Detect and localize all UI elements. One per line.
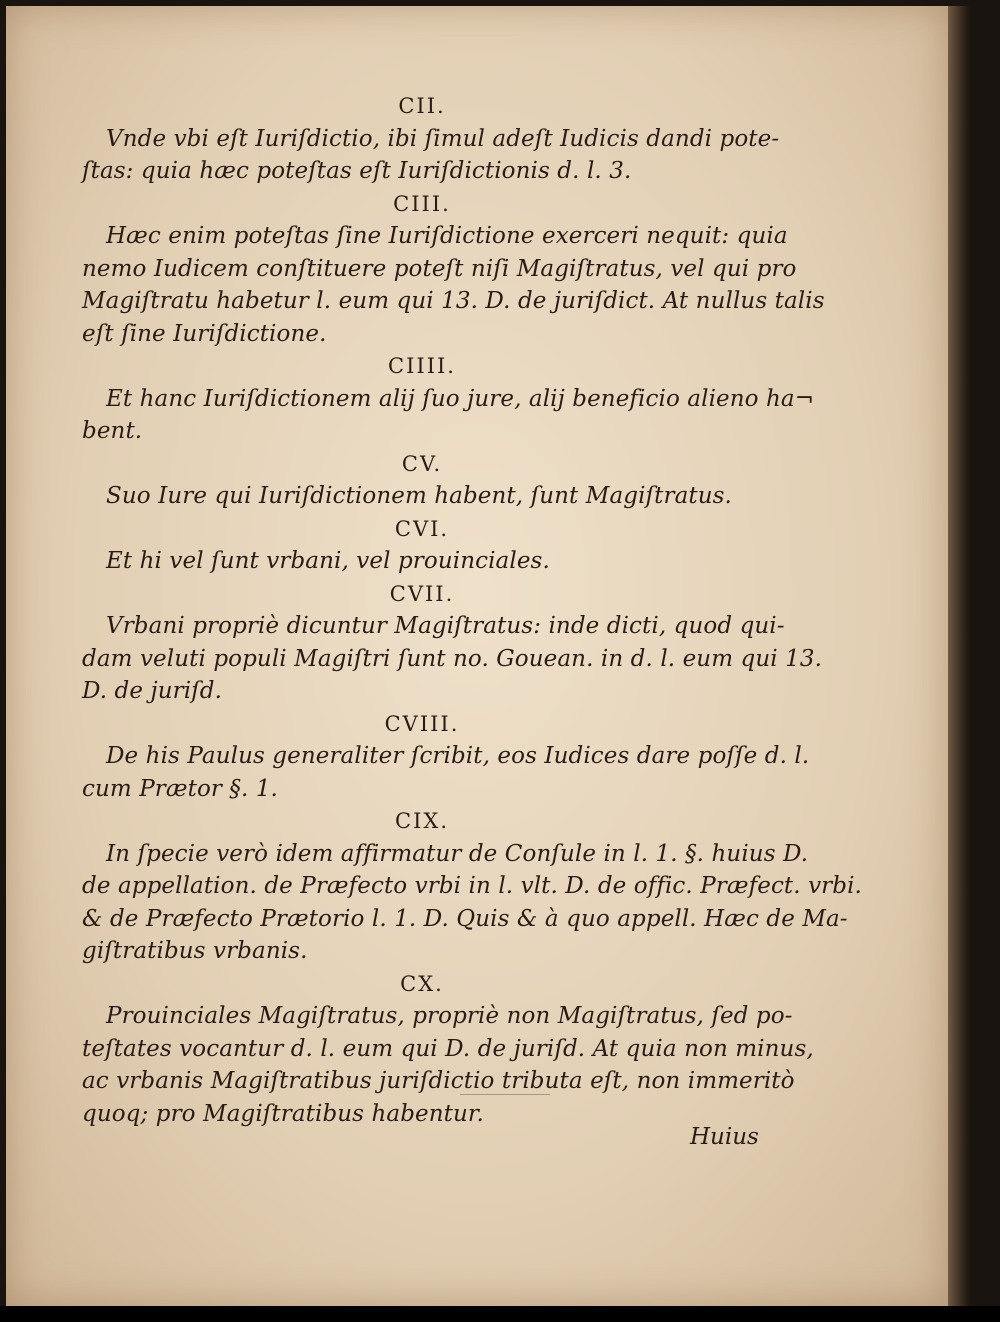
section-paragraph: [82, 838, 862, 968]
section-paragraph: [82, 1000, 814, 1130]
section-paragraph: [82, 610, 823, 708]
section-heading: CVI.: [394, 516, 450, 541]
text-line: Hæc enim poteſtas ſine Iuriſdictione exerceri nequit: quia: [106, 223, 788, 249]
text-line: Et hanc Iuriſdictionem alij ſuo jure, alij beneficio alieno ha¬: [106, 385, 815, 412]
text-line: ſtas: quia hæc poteſtas eſt Iuriſdictionis d. l. 3.: [82, 158, 632, 184]
section-paragraph: [82, 123, 780, 188]
text-line: & de Præfecto Prætorio l. 1. D. Quis & à quo appell. Hæc de Ma-: [82, 905, 848, 932]
section-heading: CV.: [401, 451, 443, 476]
text-line: quoq; pro Magiſtratibus habentur.: [82, 1100, 484, 1127]
section-heading: CVII.: [389, 581, 455, 606]
text-line: Vrbani propriè dicuntur Magiſtratus: inde dicti, quod qui-: [106, 613, 785, 639]
page-text: [82, 90, 862, 1130]
text-line: Et hi vel ſunt vrbani, vel prouinciales.: [106, 548, 550, 574]
section-heading: CIII.: [393, 191, 451, 216]
text-line: bent.: [82, 418, 143, 444]
text-line: nemo Iudicem conſtituere poteſt niſi Magiſtratus, vel qui pro: [82, 255, 797, 282]
section-heading: CIIII.: [388, 354, 456, 378]
text-line: Magiſtratu habetur l. eum qui 13. D. de juriſdict. At nullus talis: [82, 288, 825, 314]
section-heading: CII.: [398, 94, 446, 118]
section-paragraph: [82, 545, 762, 578]
section-paragraph: [82, 740, 810, 805]
text-line: De his Paulus generaliter ſcribit, eos Iudices dare poſſe d. l.: [106, 743, 810, 769]
text-line: Prouinciales Magiſtratus, propriè non Magiſtratus, ſed po-: [106, 1003, 793, 1029]
catchword: Huius: [690, 1124, 759, 1150]
section-paragraph: [82, 383, 815, 448]
text-line: teſtates vocantur d. l. eum qui D. de juriſd. At quia non minus,: [82, 1035, 814, 1062]
section-heading: CX.: [400, 971, 444, 996]
section-paragraph: [82, 480, 762, 513]
text-line: ac vrbanis Magiſtratibus juriſdictio tributa eſt, non immeritò: [82, 1068, 795, 1094]
text-line: cum Prætor §. 1.: [82, 775, 278, 802]
text-line: D. de juriſd.: [82, 678, 223, 704]
section-heading: CIX.: [395, 809, 449, 833]
scan-border: [0, 1306, 1000, 1322]
text-line: Suo Iure qui Iuriſdictionem habent, ſunt Magiſtratus.: [106, 483, 732, 509]
text-line: de appellation. de Præfecto vrbi in l. vlt. D. de offic. Præfect. vrbi.: [82, 873, 862, 899]
text-line: dam veluti populi Magiſtri ſunt no. Gouean. in d. l. eum qui 13.: [82, 645, 823, 672]
section-paragraph: [82, 220, 825, 350]
text-line: In ſpecie verò idem affirmatur de Conſule in l. 1. §. huius D.: [106, 840, 809, 867]
text-line: eſt ſine Iuriſdictione.: [82, 320, 327, 347]
section-heading: CVIII.: [384, 711, 460, 736]
ink-rule: [460, 1094, 550, 1095]
text-line: giſtratibus vrbanis.: [82, 938, 308, 964]
page-edge-shadow: [948, 6, 970, 1306]
text-line: Vnde vbi eſt Iuriſdictio, ibi ſimul adeſt Iudicis dandi pote-: [106, 125, 780, 152]
